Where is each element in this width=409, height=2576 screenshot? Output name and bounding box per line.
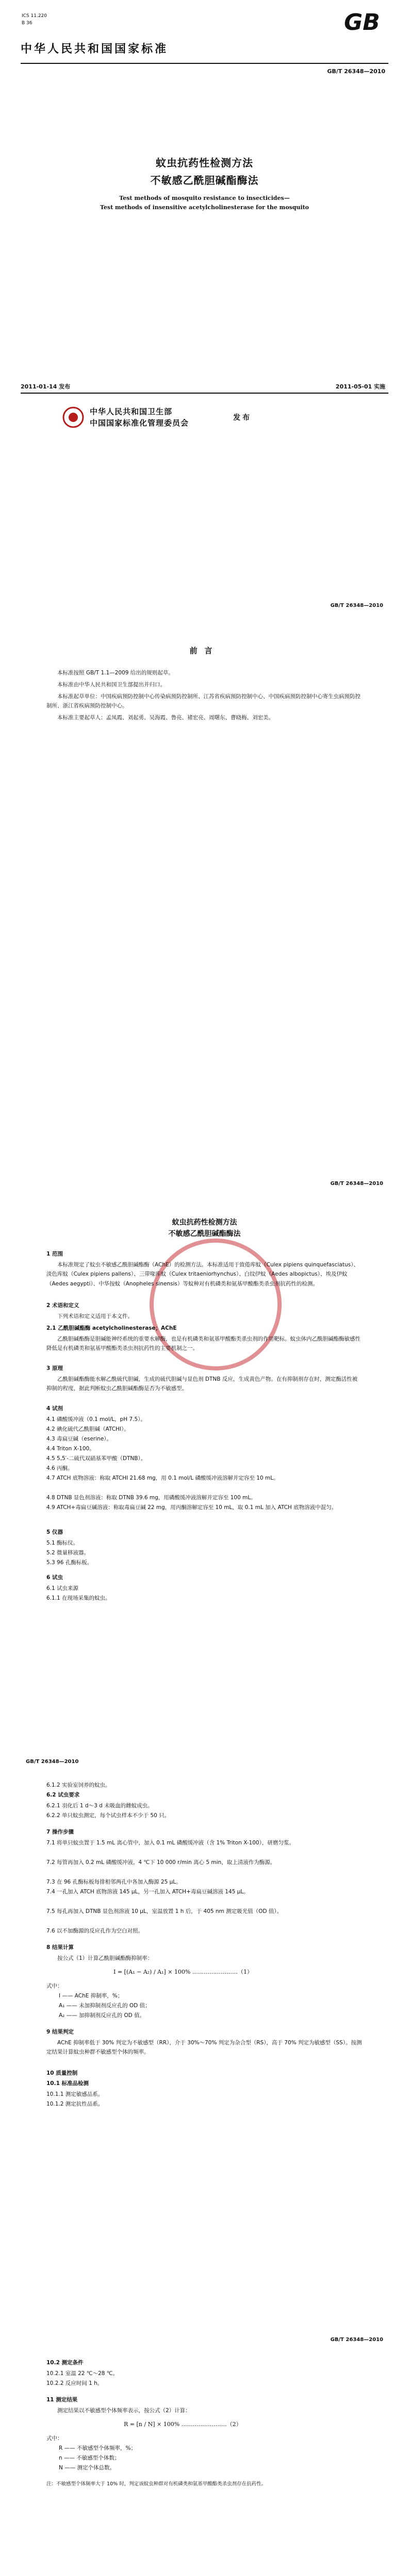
section-11-heading: 11 测定结果 — [46, 2397, 78, 2403]
item-6-2: 6.2 试虫要求 — [46, 1792, 80, 1798]
formula-2-where: 式中： — [46, 2435, 63, 2442]
section-1-heading: 1 范围 — [46, 1251, 63, 1257]
section-2-heading: 2 术语和定义 — [46, 1302, 79, 1309]
title-cn-line1: 蚊虫抗药性检测方法 — [156, 157, 253, 169]
page-header-code: GB/T 26348—2010 — [26, 1759, 79, 1765]
section-8-heading: 8 结果计算 — [46, 1944, 74, 1951]
step-7-1: 7.1 将单只蚊虫置于 1.5 mL 离心管中，加入 0.1 mL 磷酸缓冲液（含 1% Triton X-100），研磨匀浆。 — [46, 1840, 295, 1846]
cover-page — [0, 0, 409, 578]
step-7-4: 7.4 一孔加入 ATCH 底物溶液 145 μL，另一孔加入 ATCH+毒扁豆碱溶液 145 μL。 — [46, 1889, 249, 1895]
section-7-heading: 7 操作步骤 — [46, 1829, 74, 1835]
step-7-3: 7.3 在 96 孔酶标板每排相邻两孔中各加入酶源 25 μL。 — [46, 1879, 182, 1885]
section-1-text: 本标准规定了蚊虫不敏感乙酰胆碱酯酶（AChE）的检测方法。本标准适用于致倦库蚊（Culex pipiens quinquefasciatus）、淡色库蚊（Culex pipiens pallens）、三带喙库蚊（Culex tritaeniorhynchus）、白纹伊蚊（Aedes albopictus）、埃及伊蚊（Aedes aegypti）、中华按蚊（Anopheles sinensis）等蚊种对有机磷类和氨基甲酸酯类杀虫剂抗药性的检测。 — [46, 1262, 359, 1287]
bottom-rule — [21, 393, 388, 394]
page-header-code: GB/T 26348—2010 — [330, 1181, 383, 1187]
body-page-2 — [0, 1734, 409, 2312]
ccs-code: B 36 — [22, 21, 32, 26]
reagent-4-1: 4.1 磷酸缓冲液（0.1 mol/L，pH 7.5）。 — [46, 1416, 146, 1422]
item-10-2-1: 10.2.1 室温 22 ℃～28 ℃。 — [46, 2370, 119, 2377]
formula-1-var-i: I —— AChE 抑制率，%； — [59, 1993, 123, 1999]
preface-para-4: 本标准主要起草人：孟凤霞、刘起勇、吴海霞、鲁亮、褚宏亮、周曙东、曹晓梅、刘宏美。 — [57, 715, 274, 721]
item-10-2: 10.2 测定条件 — [46, 2360, 84, 2366]
item-10-1-1: 10.1.1 测定敏感品系。 — [46, 2091, 104, 2097]
section-3-text: 乙酰胆碱酯酶能水解乙酰硫代胆碱，生成的硫代胆碱与显色剂 DTNB 反应，生成黄色产物。在有抑制剂存在时，测定酶活性被抑制的程度，据此判断蚊虫乙酰胆碱酯酶是否为不敏感型。 — [46, 1376, 358, 1392]
formula-2: R = [n / N] × 100% ……………………（2） — [124, 2421, 242, 2428]
section-11-text: 测定结果以不敏感型个体频率表示，按公式（2）计算： — [57, 2408, 191, 2414]
specimen-6-1: 6.1 试虫来源 — [46, 1585, 79, 1591]
formula-2-var-n: n —— 不敏感型个体数； — [59, 2455, 120, 2461]
item-10-1: 10.1 标准品检测 — [46, 2080, 89, 2087]
gb-logo — [342, 9, 385, 33]
page-header-code: GB/T 26348—2010 — [330, 603, 383, 608]
standard-name: 中华人民共和国国家标准 — [21, 43, 169, 56]
preface-page — [0, 578, 409, 1156]
step-7-5: 7.5 每孔再加入 DTNB 显色剂溶液 10 μL，室温放置 1 h 后，于 405 nm 测定吸光值（OD 值）。 — [46, 1908, 283, 1914]
body-title-2: 不敏感乙酰胆碱酯酶法 — [168, 1230, 241, 1238]
reagent-4-2: 4.2 碘化硫代乙酰胆碱（ATCHI）。 — [46, 1426, 129, 1432]
issue-word: 发布 — [233, 414, 252, 422]
instrument-5-1: 5.1 酶标仪。 — [46, 1540, 79, 1546]
top-rule — [21, 63, 388, 64]
preface-title: 前言 — [189, 646, 220, 655]
specimen-6-1-1: 6.1.1 在现场采集的蚊虫。 — [46, 1595, 111, 1601]
reagent-4-9: 4.9 ATCH+毒扁豆碱溶液：称取毒扁豆碱 22 mg，用丙酮溶解定容至 10 mL，取 0.1 mL 加入 ATCH 底物溶液中混匀。 — [46, 1504, 337, 1511]
result-note: 注：不敏感型个体频率大于 10% 时，判定该蚊虫种群对有机磷类和氨基甲酸酯类杀虫剂存在抗药性。 — [46, 2481, 267, 2487]
preface-para-3: 本标准起草单位：中国疾病预防控制中心传染病预防控制所、江苏省疾病预防控制中心、中国疾病预防控制中心寄生虫病预防控制所、浙江省疾病预防控制中心。 — [46, 693, 361, 709]
issue-date: 2011-01-14 发布 — [21, 383, 71, 390]
section-3-heading: 3 原理 — [46, 1365, 63, 1371]
instrument-5-2: 5.2 微量移液器。 — [46, 1550, 90, 1556]
formula-1-var-a1: A₁ —— 未加抑制剂反应孔的 OD 值； — [59, 2003, 151, 2009]
section-8-text: 按公式（1）计算乙酰胆碱酯酶抑制率： — [57, 1955, 153, 1961]
reagent-4-4: 4.4 Triton X-100。 — [46, 1446, 95, 1452]
standard-code: GB/T 26348—2010 — [327, 68, 385, 75]
instrument-5-3: 5.3 96 孔酶标板。 — [46, 1560, 93, 1566]
svg-text:GB: GB — [344, 9, 380, 33]
issuer-2: 中国国家标准化管理委员会 — [90, 418, 189, 428]
title-en-line2: Test methods of insensitive acetylcholinesterase for the mosquito — [100, 204, 309, 211]
section-2-1-heading: 2.1 乙酰胆碱酯酶 acetylcholinesterase；AChE — [46, 1325, 177, 1331]
reagent-4-7: 4.7 ATCH 底物溶液：称取 ATCHI 21.68 mg，用 0.1 mol/L 磷酸缓冲液溶解并定容至 10 mL。 — [46, 1475, 279, 1481]
section-2-1-text: 乙酰胆碱酯酶是胆碱能神经系统的重要水解酶，也是有机磷类和氨基甲酸酯类杀虫剂的作用靶标。蚊虫体内乙酰胆碱酯酶敏感性降低是有机磷类和氨基甲酸酯类杀虫剂抗药性的主要机制之一。 — [46, 1336, 361, 1352]
formula-1-where: 式中： — [46, 1983, 63, 1989]
page-header-code: GB/T 26348—2010 — [330, 2337, 383, 2343]
reagent-4-5: 4.5 5,5′-二硫代双硝基苯甲酸（DTNB）。 — [46, 1455, 146, 1462]
section-5-heading: 5 仪器 — [46, 1529, 63, 1535]
body-page-3 — [0, 2312, 409, 2576]
item-10-2-2: 10.2.2 反应时间 1 h。 — [46, 2380, 103, 2386]
reagent-4-8: 4.8 DTNB 显色剂溶液：称取 DTNB 39.6 mg，用磷酸缓冲液溶解并定容至 100 mL。 — [46, 1495, 256, 1501]
step-7-2: 7.2 每管再加入 0.2 mL 磷酸缓冲液，4 ℃下 10 000 r/min 离心 5 min，取上清液作为酶源。 — [46, 1859, 276, 1866]
formula-2-var-r: R —— 不敏感型个体频率，%； — [59, 2445, 136, 2451]
item-6-2-1: 6.2.1 羽化后 1 d～3 d 未吸血的雌蚊成虫。 — [46, 1803, 153, 1809]
issuer-1: 中华人民共和国卫生部 — [90, 407, 173, 416]
section-2-text: 下列术语和定义适用于本文件。 — [57, 1313, 133, 1319]
body-title-1: 蚊虫抗药性检测方法 — [172, 1218, 237, 1227]
step-7-6: 7.6 以不加酶源的反应孔作为空白对照。 — [46, 1928, 144, 1934]
body-page-1 — [0, 1156, 409, 1734]
item-10-1-2: 10.1.2 测定抗性品系。 — [46, 2101, 104, 2107]
title-en-line1: Test methods of mosquito resistance to insecticides— — [119, 195, 290, 201]
section-9-heading: 9 结果判定 — [46, 2029, 74, 2035]
preface-para-1: 本标准按照 GB/T 1.1—2009 给出的规则起草。 — [57, 670, 174, 676]
impl-date: 2011-05-01 实施 — [335, 383, 385, 390]
formula-1-var-a2: A₂ —— 加抑制剂反应孔的 OD 值。 — [59, 2012, 145, 2019]
national-emblem — [62, 406, 85, 429]
formula-2-var-N: N —— 测定个体总数。 — [59, 2465, 116, 2471]
title-cn-line2: 不敏感乙酰胆碱酯酶法 — [150, 174, 259, 187]
formula-1: I = [(A₁ − A₂) / A₁] × 100% ……………………（1） — [113, 1969, 253, 1975]
gb-logo-icon — [342, 9, 385, 33]
section-10-heading: 10 质量控制 — [46, 2070, 78, 2076]
reagent-4-6: 4.6 丙酮。 — [46, 1465, 73, 1471]
section-9-text: AChE 抑制率低于 30% 判定为不敏感型（RR），介于 30%～70% 判定为杂合型（RS），高于 70% 判定为敏感型（SS）。按测定结果计算蚊虫种群不敏感型个体的频率。 — [46, 2040, 362, 2056]
item-6-2-2: 6.2.2 单只蚊虫测定，每个试虫样本不少于 50 只。 — [46, 1812, 170, 1819]
emblem-icon — [62, 406, 85, 429]
section-4-heading: 4 试剂 — [46, 1405, 63, 1412]
reagent-4-3: 4.3 毒扁豆碱（eserine）。 — [46, 1436, 112, 1442]
ics-code: ICS 11.220 — [22, 13, 47, 19]
item-6-1-2: 6.1.2 实验室饲养的蚊虫。 — [46, 1782, 111, 1788]
preface-para-2: 本标准由中华人民共和国卫生部提出并归口。 — [57, 682, 166, 688]
section-6-heading: 6 试虫 — [46, 1574, 63, 1581]
